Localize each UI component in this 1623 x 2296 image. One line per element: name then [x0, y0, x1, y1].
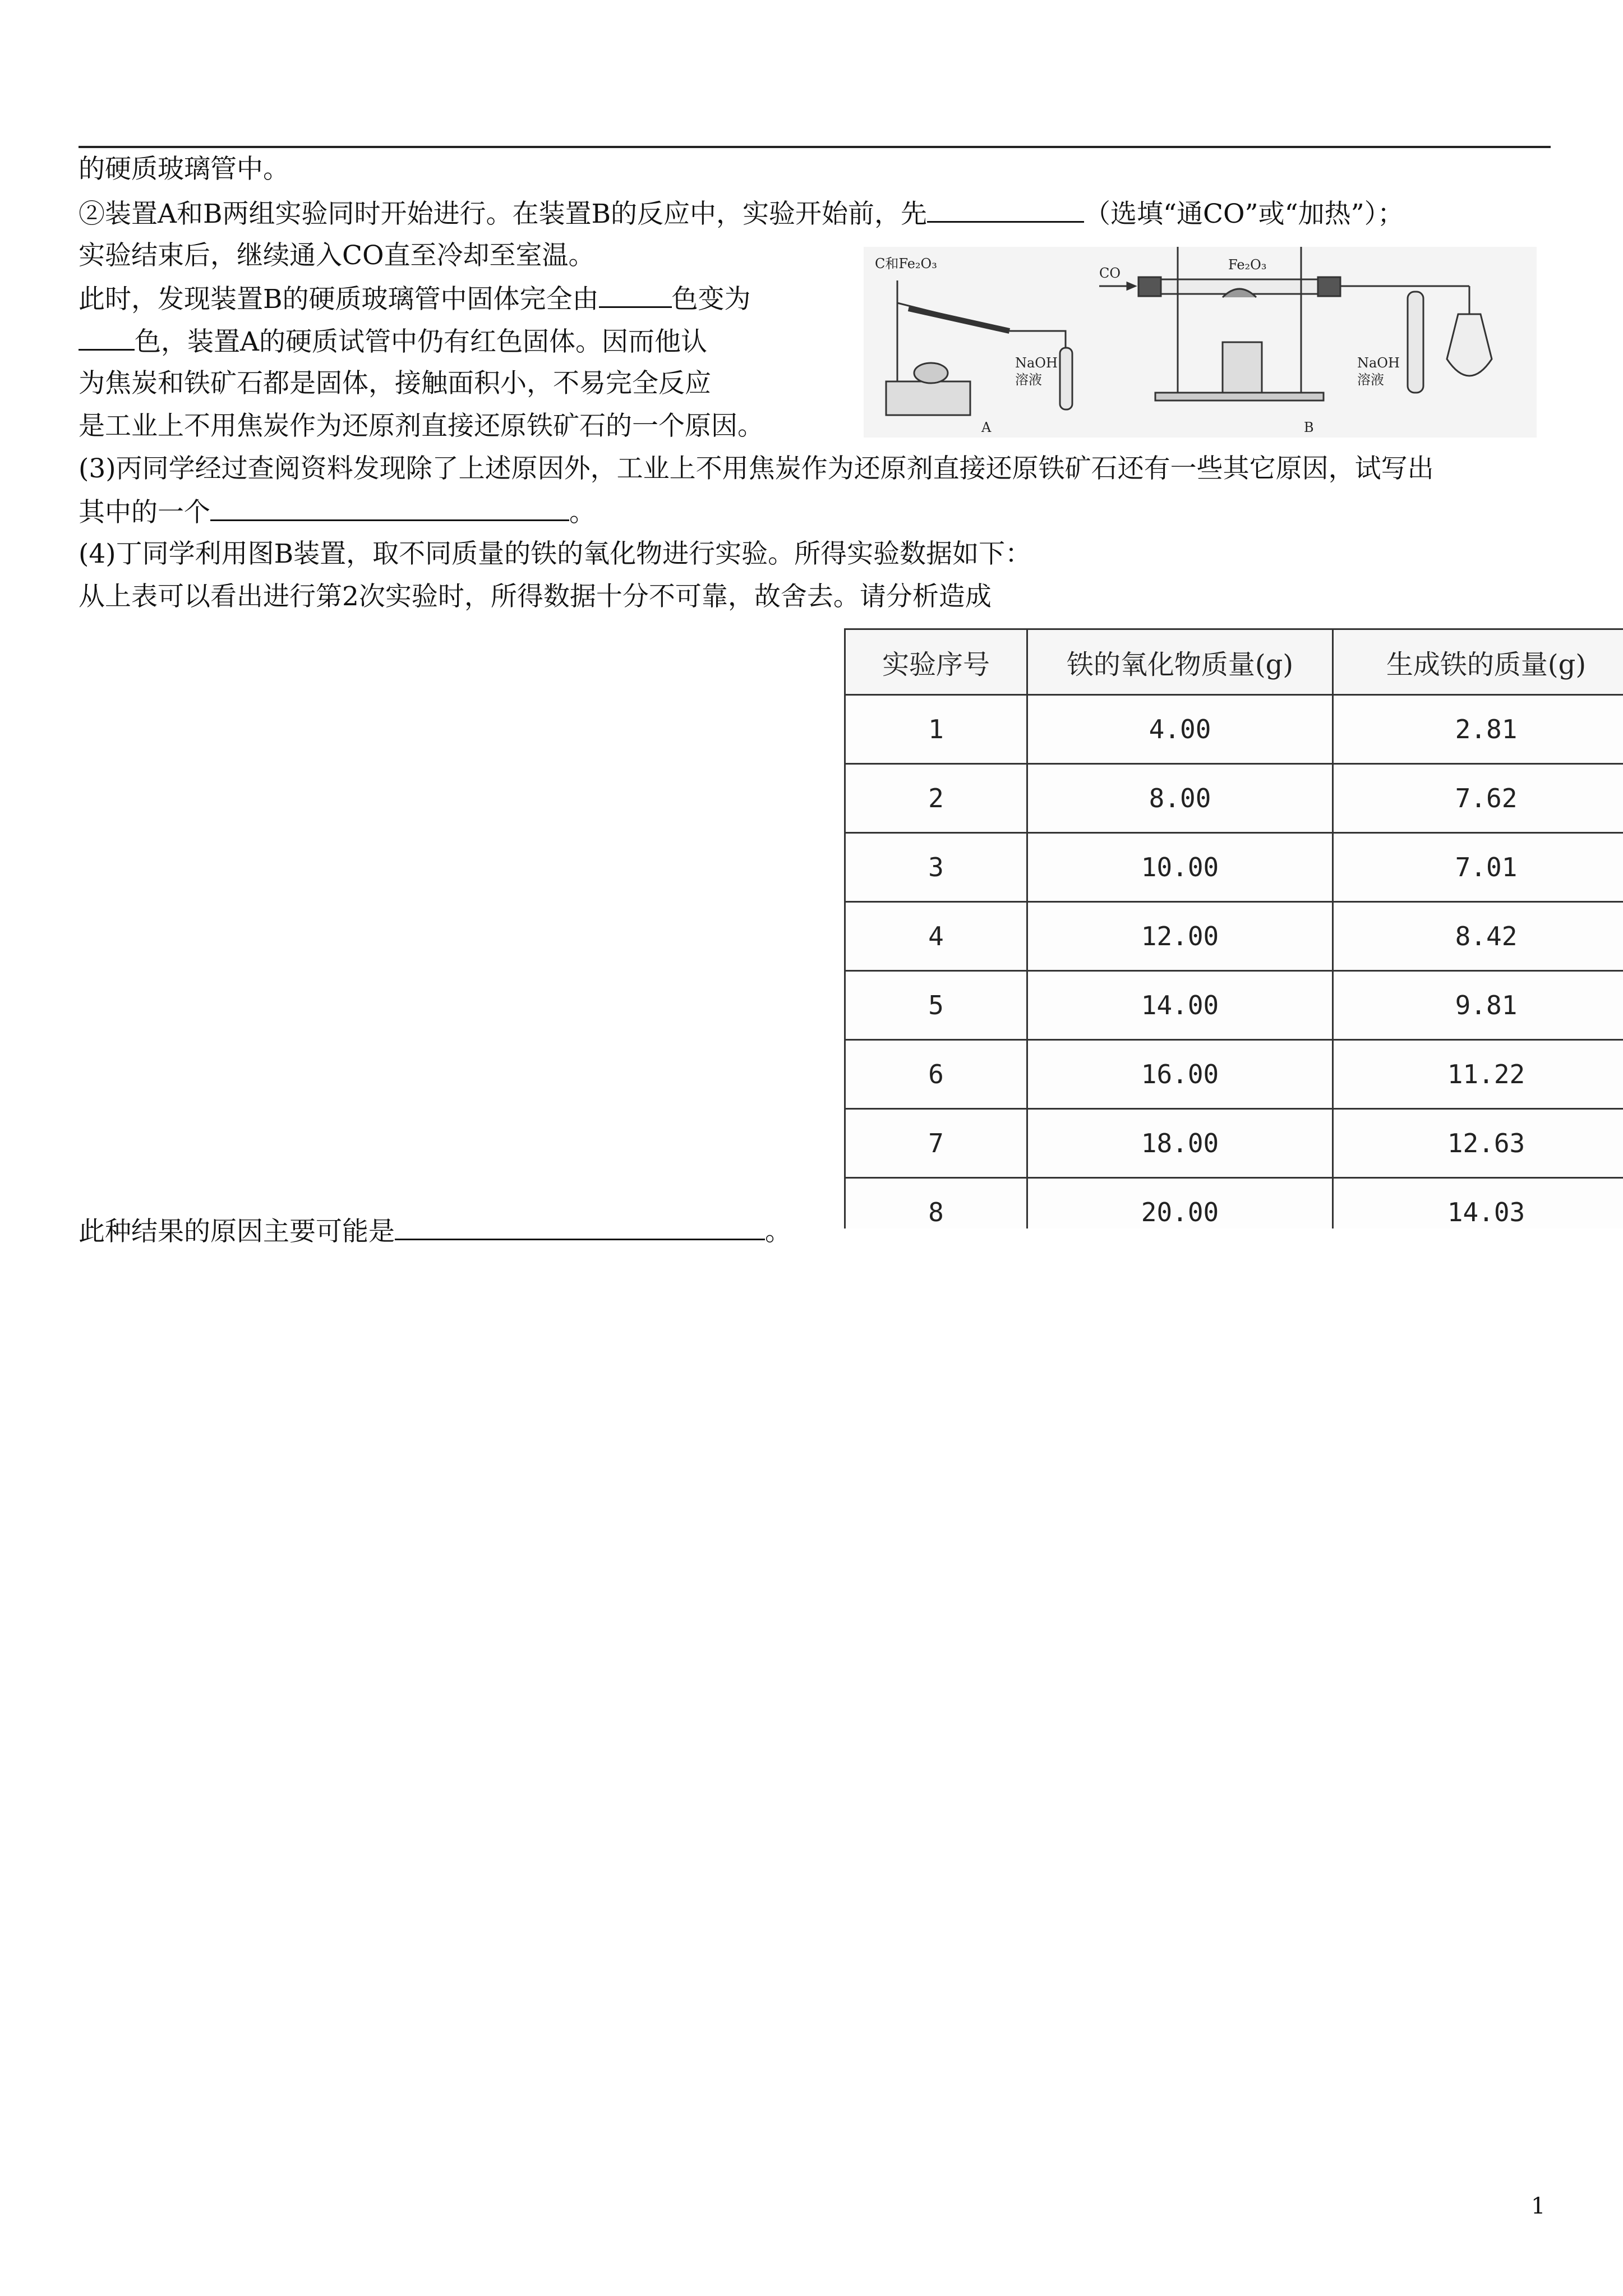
table-cell: 14.03 — [1333, 1178, 1623, 1229]
label-co: CO — [1099, 265, 1121, 281]
table-cell: 8.00 — [1027, 764, 1333, 833]
table-row — [845, 902, 1623, 971]
table-cell: 18.00 — [1027, 1109, 1333, 1178]
apparatus-figure — [864, 247, 1537, 438]
label-solution-a: 溶液 — [1015, 372, 1042, 388]
text-line-9 — [79, 495, 596, 530]
table-row — [845, 1178, 1623, 1229]
answer-blank-color-from[interactable] — [599, 282, 672, 308]
answer-blank-other-reason[interactable] — [210, 495, 569, 521]
answer-blank-co-or-heat[interactable] — [927, 196, 1084, 223]
table-cell: 12.00 — [1027, 902, 1333, 971]
column-header-iron-mass: 生成铁的质量(g) — [1333, 629, 1623, 695]
table-cell: 12.63 — [1333, 1109, 1623, 1178]
table-cell: 6 — [845, 1040, 1027, 1109]
data-table-container — [844, 628, 1623, 1228]
table-cell: 9.81 — [1333, 971, 1623, 1040]
table-row — [845, 695, 1623, 764]
table-header-row — [845, 629, 1623, 695]
text-span: （选填“通CO”或“加热”）； — [1084, 199, 1404, 229]
text-span: 其中的一个 — [79, 497, 210, 528]
label-fe2o3: Fe₂O₃ — [1228, 257, 1267, 273]
text-span: 色，装置A的硬质试管中仍有红色固体。因而他认 — [135, 326, 707, 357]
answer-blank-color-to[interactable] — [79, 324, 135, 351]
table-cell: 14.00 — [1027, 971, 1333, 1040]
table-cell: 16.00 — [1027, 1040, 1333, 1109]
header-rule — [79, 146, 1551, 148]
page-number: 1 — [1531, 2193, 1546, 2219]
text-line-7 — [79, 409, 764, 443]
table-cell: 7.62 — [1333, 764, 1623, 833]
table-row — [845, 1040, 1623, 1109]
text-span: 为焦炭和铁矿石都是固体，接触面积小，不易完全反应 — [79, 368, 711, 399]
table-cell: 8 — [845, 1178, 1027, 1229]
text-line-10 — [79, 537, 1031, 571]
table-row — [845, 764, 1623, 833]
label-a-reagent: C和Fe₂O₃ — [875, 256, 937, 272]
table-row — [845, 1109, 1623, 1178]
table-cell: 3 — [845, 833, 1027, 902]
table-cell: 4 — [845, 902, 1027, 971]
table-cell: 20.00 — [1027, 1178, 1333, 1229]
text-span: 实验结束后，继续通入CO直至冷却至室温。 — [79, 240, 595, 271]
text-span: 是工业上不用焦炭作为还原剂直接还原铁矿石的一个原因。 — [79, 411, 764, 441]
table-cell: 11.22 — [1333, 1040, 1623, 1109]
table-cell: 1 — [845, 695, 1027, 764]
text-span: 此时，发现装置B的硬质玻璃管中固体完全由 — [79, 284, 599, 315]
table-cell: 8.42 — [1333, 902, 1623, 971]
table-cell: 2.81 — [1333, 695, 1623, 764]
table-row — [845, 833, 1623, 902]
text-line-4 — [79, 282, 751, 316]
column-header-oxide-mass: 铁的氧化物质量(g) — [1027, 629, 1333, 695]
text-line-11 — [79, 580, 992, 614]
table-cell: 7 — [845, 1109, 1027, 1178]
text-span: (3)丙同学经过查阅资料发现除了上述原因外，工业上不用焦炭作为还原剂直接还原铁矿石还有一些其它原因，试写出 — [79, 453, 1434, 484]
table-cell: 5 — [845, 971, 1027, 1040]
text-line-1 — [79, 153, 289, 186]
text-line-12 — [79, 1214, 791, 1249]
table-row — [845, 971, 1623, 1040]
label-solution-b: 溶液 — [1357, 372, 1384, 388]
column-header-trial: 实验序号 — [845, 629, 1027, 695]
label-b: B — [1304, 420, 1314, 435]
text-line-5 — [79, 324, 707, 359]
text-line-3 — [79, 239, 595, 273]
answer-blank-cause[interactable] — [395, 1214, 765, 1240]
table-cell: 10.00 — [1027, 833, 1333, 902]
text-span: ②装置A和B两组实验同时开始进行。在装置B的反应中，实验开始前，先 — [79, 199, 928, 229]
data-table — [844, 628, 1623, 1228]
label-naoh-b: NaOH — [1357, 355, 1400, 371]
text-span: 的硬质玻璃管中。 — [79, 154, 289, 185]
table-cell: 2 — [845, 764, 1027, 833]
text-span: 。 — [765, 1216, 791, 1247]
table-cell: 7.01 — [1333, 833, 1623, 902]
text-span: 色变为 — [671, 284, 751, 315]
text-span: 。 — [569, 497, 596, 528]
text-span: (4)丁同学利用图B装置，取不同质量的铁的氧化物进行实验。所得实验数据如下： — [79, 539, 1032, 569]
label-a: A — [981, 420, 992, 435]
text-line-8 — [79, 452, 1434, 486]
text-line-2 — [79, 196, 1404, 231]
text-span: 此种结果的原因主要可能是 — [79, 1216, 395, 1247]
table-cell: 4.00 — [1027, 695, 1333, 764]
label-naoh-a: NaOH — [1015, 355, 1058, 371]
text-span: 从上表可以看出进行第2次实验时，所得数据十分不可靠，故舍去。请分析造成 — [79, 581, 992, 612]
text-line-6 — [79, 367, 711, 401]
